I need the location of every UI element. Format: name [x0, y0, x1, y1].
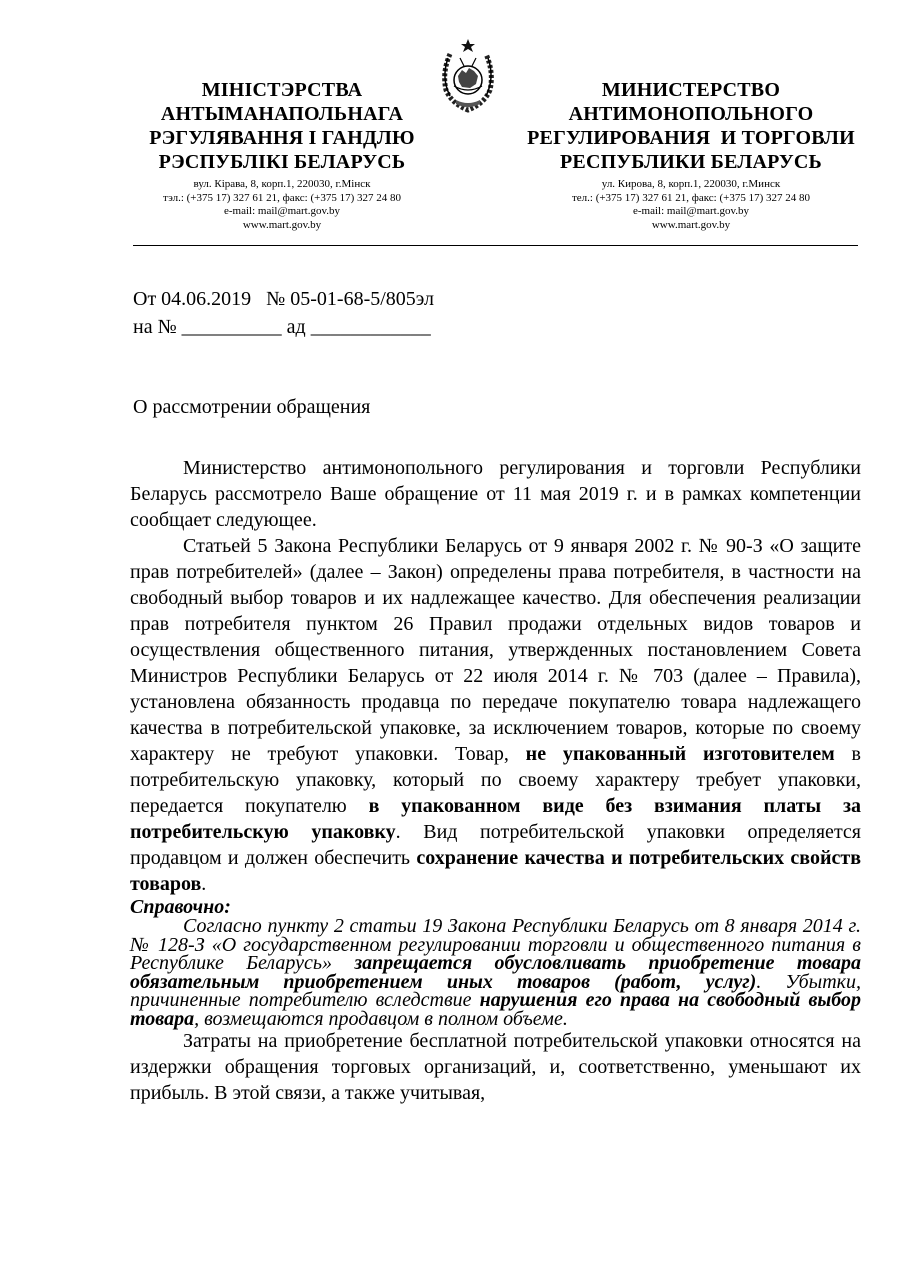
org-name-ru-line: РЕГУЛИРОВАНИЯ И ТОРГОВЛИ — [527, 127, 855, 149]
header-left — [112, 78, 452, 232]
org-name-by-line: РЭСПУБЛІКІ БЕЛАРУСЬ — [158, 151, 406, 173]
header-divider — [133, 245, 858, 246]
reference-bold-text: запрещается обусловливать приобретение товара обязательным приобретением иных товаров (работ, услуг) — [130, 952, 862, 993]
email-by: e-mail: mail@mart.gov.by — [223, 205, 341, 218]
website-ru: www.mart.gov.by — [651, 218, 731, 231]
org-name-ru-line: МИНИСТЕРСТВО — [601, 79, 781, 101]
header-right — [506, 78, 876, 232]
incoming-reference: на № __________ ад ____________ — [133, 316, 431, 338]
paragraph: Затраты на приобретение бесплатной потребительской упаковки относятся на издержки обращения торговых организаций, и, соответственно, уменьшают их прибыль. В этой связи, а также учитывая, — [130, 1030, 861, 1104]
org-name-by-line: РЭГУЛЯВАННЯ І ГАНДЛЮ — [149, 127, 415, 149]
org-name-by-line: МІНІСТЭРСТВА — [201, 79, 363, 101]
reference-text: Согласно пункту 2 статьи 19 Закона Республики Беларусь от 8 января 2014 г. № 128-З «О государственном регулировании торговли и общественного питания в Республике Беларусь» — [130, 915, 861, 974]
letter-body — [130, 455, 861, 1106]
bold-text: сохранение качества и потребительских свойств товаров — [130, 847, 861, 895]
org-name-ru-line: РЕСПУБЛИКИ БЕЛАРУСЬ — [560, 151, 822, 173]
phone-ru: тел.: (+375 17) 327 61 21, факс: (+375 17) 327 24 80 — [571, 191, 811, 204]
bold-text: в упакованном виде без взимания платы за потребительскую упаковку — [130, 795, 862, 843]
reference-heading: Справочно: — [130, 896, 231, 918]
reference-text: , возмещаются продавцом в полном объеме. — [194, 1007, 568, 1030]
address-ru: ул. Кирова, 8, корп.1, 220030, г.Минск — [601, 178, 781, 190]
paragraph-text: Статьей 5 Закона Республики Беларусь от 9 января 2002 г. № 90-З «О защите прав потребителей» (далее – Закон) определены права потребителя, в частности на свободный выбор товаров и их надлежащее качество. Для обеспечения реализации прав потребителя пунктом 26 Правил продажи отдельных видов товаров и осуществления общественного питания, утвержденных постановлением Совета Министров Республики Беларусь от 22 июля 2014 г. № 703 (далее – Правила), установлена обязанность продавца по передаче покупателю товара надлежащего качества в потребительской упаковке, за исключением товаров, которые по своему характеру не требуют упаковки. Товар, — [130, 535, 861, 765]
paragraph: Министерство антимонопольного регулирования и торговли Республики Беларусь рассмотрело Ваше обращение от 11 мая 2019 г. и в рамках компетенции сообщает следующее. — [130, 457, 861, 531]
email-ru: e-mail: mail@mart.gov.by — [632, 205, 750, 218]
paragraph-text: в потребительскую упаковку, который по своему характеру требует упаковки, передается покупателю — [130, 743, 861, 817]
address-by: вул. Кірава, 8, корп.1, 220030, г.Мінск — [193, 178, 371, 190]
reference-note — [130, 917, 861, 1028]
state-emblem-icon — [436, 38, 500, 114]
paragraph-text: . — [201, 873, 207, 895]
outgoing-number: От 04.06.2019 № 05-01-68-5/805эл — [133, 288, 435, 310]
contacts-ru — [506, 178, 876, 232]
org-name-by-line: АНТЫМАНАПОЛЬНАГА — [160, 103, 404, 125]
paragraph-text: . Вид потребительской упаковки определяется продавцом и должен обеспечить — [130, 821, 861, 869]
reference-text: . Убытки, причиненные потребителю вследствие — [130, 970, 861, 1011]
bold-text: не упакованный изготовителем — [525, 743, 835, 765]
phone-by: тэл.: (+375 17) 327 61 21, факс: (+375 17) 327 24 80 — [163, 191, 401, 204]
reference-bold-text: нарушения его права на свободный выбор товара — [130, 989, 861, 1030]
org-name-ru-line: АНТИМОНОПОЛЬНОГО — [568, 103, 814, 125]
website-by: www.mart.gov.by — [242, 218, 322, 231]
paragraph — [130, 533, 861, 897]
contacts-by — [112, 178, 452, 232]
letter-subject: О рассмотрении обращения — [133, 396, 371, 418]
